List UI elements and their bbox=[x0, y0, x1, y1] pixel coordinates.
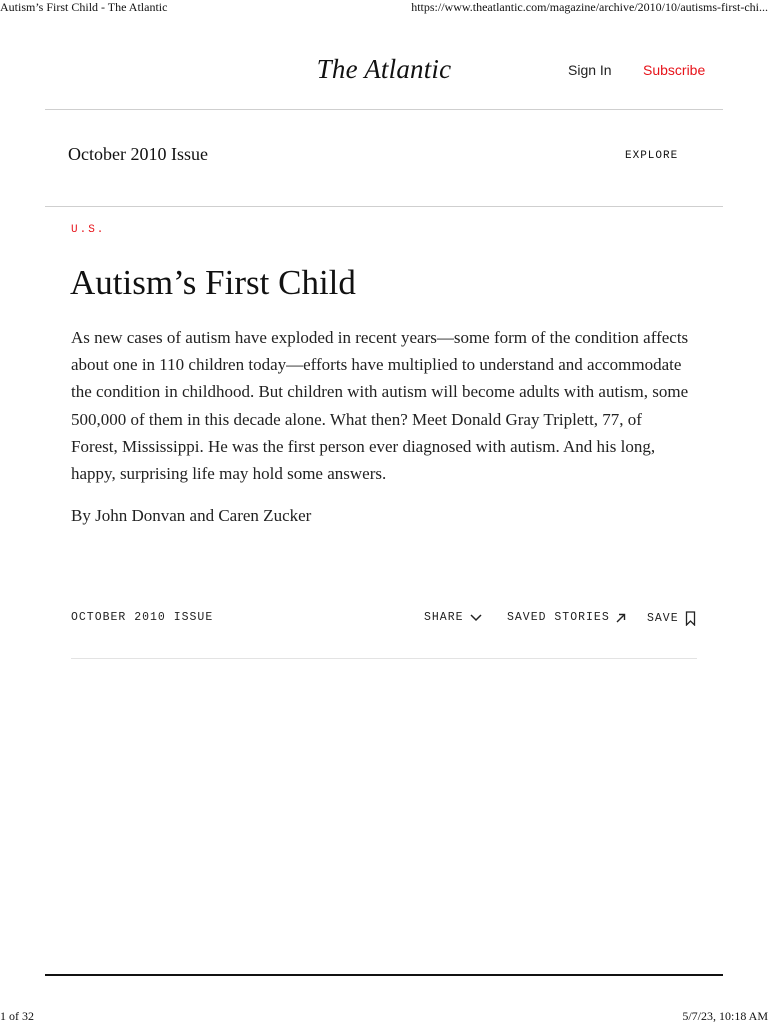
atlantic-logo[interactable]: The Atlantic bbox=[316, 54, 452, 84]
print-page-number: 1 of 32 bbox=[0, 1009, 34, 1023]
save-label: SAVE bbox=[647, 612, 679, 625]
author-link-zucker[interactable]: Caren Zucker bbox=[218, 506, 312, 525]
print-timestamp: 5/7/23, 10:18 AM bbox=[682, 1009, 768, 1023]
subscribe-link[interactable]: Subscribe bbox=[643, 62, 706, 78]
author-link-donvan[interactable]: John Donvan bbox=[95, 506, 186, 525]
article-headline: Autism’s First Child bbox=[70, 263, 356, 302]
issue-title[interactable]: October 2010 Issue bbox=[68, 144, 208, 164]
byline bbox=[71, 506, 311, 526]
sign-in-link[interactable]: Sign In bbox=[568, 62, 612, 78]
footer-divider bbox=[45, 974, 723, 976]
explore-button[interactable]: EXPLORE bbox=[625, 150, 679, 162]
masthead bbox=[0, 52, 768, 92]
issue-bar-divider bbox=[45, 206, 723, 207]
print-header-title: Autism’s First Child - The Atlantic bbox=[0, 0, 168, 14]
chevron-down-icon bbox=[470, 614, 482, 622]
share-label: SHARE bbox=[424, 611, 464, 624]
masthead-divider bbox=[45, 109, 723, 110]
saved-stories-link[interactable] bbox=[507, 611, 626, 624]
byline-conjunction: and bbox=[189, 506, 215, 525]
article-dek: As new cases of autism have exploded in recent years—some form of the condition affects about one in 110 children today—efforts have multiplied to understand and accommodate the condition in childhood. But children with autism will become adults with autism, some 500,000 of them in this decade alone. What then? Meet Donald Gray Triplett, 77, of Forest, Mississippi. He was the first person ever diagnosed with autism. And his long, happy, surprising life may hold some answers. bbox=[71, 328, 689, 484]
byline-prefix: By bbox=[71, 506, 91, 525]
save-button[interactable] bbox=[647, 611, 696, 626]
print-header-url: https://www.theatlantic.com/magazine/archive/2010/10/autisms-first-chi... bbox=[411, 0, 768, 14]
share-button[interactable] bbox=[424, 611, 482, 624]
bookmark-icon bbox=[685, 611, 696, 626]
tools-divider bbox=[71, 658, 697, 659]
section-label[interactable]: U.S. bbox=[71, 224, 106, 236]
arrow-up-right-icon bbox=[616, 613, 626, 623]
saved-stories-label: SAVED STORIES bbox=[507, 611, 610, 624]
article-issue-label: OCTOBER 2010 ISSUE bbox=[71, 611, 214, 624]
